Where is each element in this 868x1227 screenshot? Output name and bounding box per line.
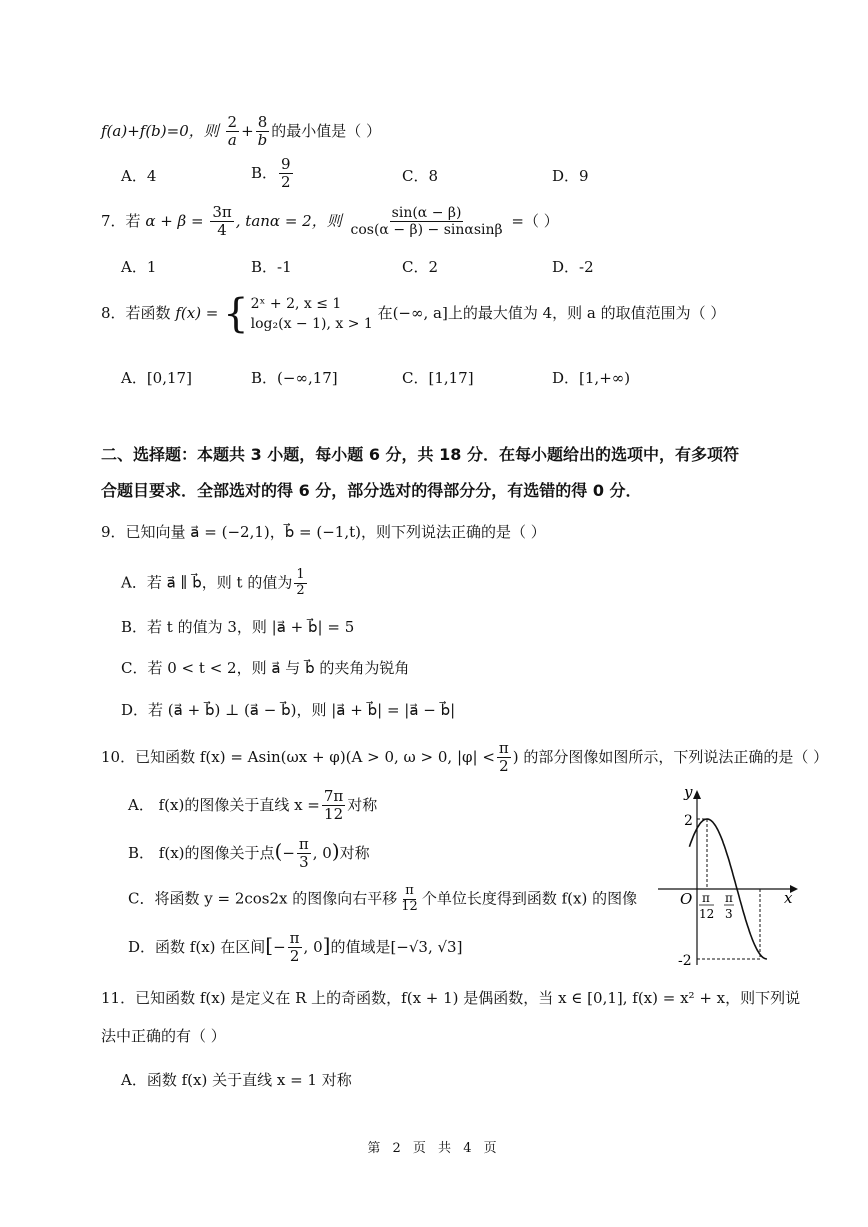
q8-stem: 8．若函数 f(x) = { 2ˣ + 2, x ≤ 1 log₂(x − 1), x > 1 在(−∞, a]上的最大值为 4，则 a 的取值范围为（ ）	[101, 291, 726, 337]
q7-option-c: C．2	[402, 258, 439, 276]
q6-frac-8-over-b: $\frac{8}{b}$	[257, 113, 268, 150]
q9-option-a: A．若 a⃗ ∥ b⃗，则 t 的值为 $\frac{1}{2}$	[121, 567, 305, 598]
q6-option-a: A．4	[121, 167, 157, 185]
q6-option-c: C．8	[402, 167, 439, 185]
y-axis-arrow	[693, 790, 701, 799]
q8-option-d: D．[1,+∞)	[552, 369, 631, 387]
q6-question: 的最小值是（ ）	[271, 121, 382, 140]
q10-option-a: A． f(x)的图像关于直线 x = $\frac{7\pi}{12}$ 对称	[128, 787, 378, 824]
q11-stem-line-1: 11．已知函数 f(x) 是定义在 R 上的奇函数，f(x + 1) 是偶函数，当 x ∈ [0,1], f(x) = x² + x，则下列说	[101, 989, 801, 1007]
tick1-den: 12	[699, 907, 715, 921]
q9-option-d: D．若 (a⃗ + b⃗) ⊥ (a⃗ − b⃗)，则 |a⃗ + b⃗| = |a⃗ − b⃗|	[121, 701, 456, 719]
q7-stem: 7．若 α + β = $\frac{3\pi}{4}$ , tanα = 2，则 $\frac{\sin(\alpha - \beta)}{\cos(\alpha - \beta) - \sin\alpha\sin\beta}$ =（ ）	[101, 203, 559, 240]
q9-stem: 9．已知向量 a⃗ = (−2,1)，b⃗ = (−1,t)，则下列说法正确的是（ ）	[101, 523, 546, 541]
q10-option-b: B． f(x)的图像关于点(− $\frac{\pi}{3}$ , 0)对称	[128, 835, 370, 872]
tick1-num: π	[702, 891, 710, 905]
q7-option-b: B．-1	[251, 258, 292, 276]
q6-stem: f(a)+f(b)=0，则 $\frac{2}{a}$ + $\frac{8}{b}$ 的最小值是（ ）	[101, 113, 382, 150]
graph-origin-label: O	[680, 890, 693, 908]
q7-option-a: A．1	[121, 258, 157, 276]
q8-piecewise: { 2ˣ + 2, x ≤ 1 log₂(x − 1), x > 1	[223, 291, 373, 337]
q6-frac-2-over-a: $\frac{2}{a}$	[227, 113, 238, 150]
q7-option-d: D．-2	[552, 258, 594, 276]
q11-option-a: A．函数 f(x) 关于直线 x = 1 对称	[121, 1071, 352, 1089]
tick2-den: 3	[725, 907, 733, 921]
q8-option-c: C．[1,17]	[402, 369, 474, 387]
tick2-num: π	[725, 891, 733, 905]
section-2-heading-line-1: 二、选择题：本题共 3 小题，每小题 6 分，共 18 分．在每小题给出的选项中，有多项符	[101, 445, 739, 464]
q10-option-c: C．将函数 y = 2cos2x 的图像向右平移 $\frac{\pi}{12}$ 个单位长度得到函数 f(x) 的图像	[128, 883, 638, 914]
section-2-heading-line-2: 合题目要求．全部选对的得 6 分，部分选对的得部分分，有选错的得 0 分．	[101, 481, 642, 500]
graph-y-label: y	[684, 785, 693, 801]
q6-option-d: D．9	[552, 167, 589, 185]
q8-option-a: A．[0,17]	[121, 369, 192, 387]
q9-option-b: B．若 t 的值为 3，则 |a⃗ + b⃗| = 5	[121, 618, 355, 636]
q8-option-b: B．(−∞,17]	[251, 369, 338, 387]
q10-sine-graph	[650, 785, 800, 975]
q10-stem: 10．已知函数 f(x) = Asin(ωx + φ)(A > 0, ω > 0, |φ| < $\frac{\pi}{2}$ ) 的部分图像如图所示，下列说法正确的是（ ）	[101, 739, 829, 776]
q9-option-c: C．若 0 < t < 2，则 a⃗ 与 b⃗ 的夹角为锐角	[121, 659, 410, 677]
graph-y-min-label: -2	[678, 953, 692, 969]
q10-option-d: D．函数 f(x) 在区间[− $\frac{\pi}{2}$ , 0]的值域是[−√3, √3]	[128, 929, 463, 966]
q11-stem-line-2: 法中正确的有（ ）	[101, 1027, 226, 1045]
q6-condition: f(a)+f(b)=0，则	[101, 121, 219, 140]
page-footer: 第 2 页 共 4 页	[367, 1141, 501, 1156]
q6-option-b: B． $\frac{9}{2}$	[251, 155, 291, 192]
graph-x-label: x	[784, 889, 793, 907]
graph-y-max-label: 2	[684, 813, 693, 829]
